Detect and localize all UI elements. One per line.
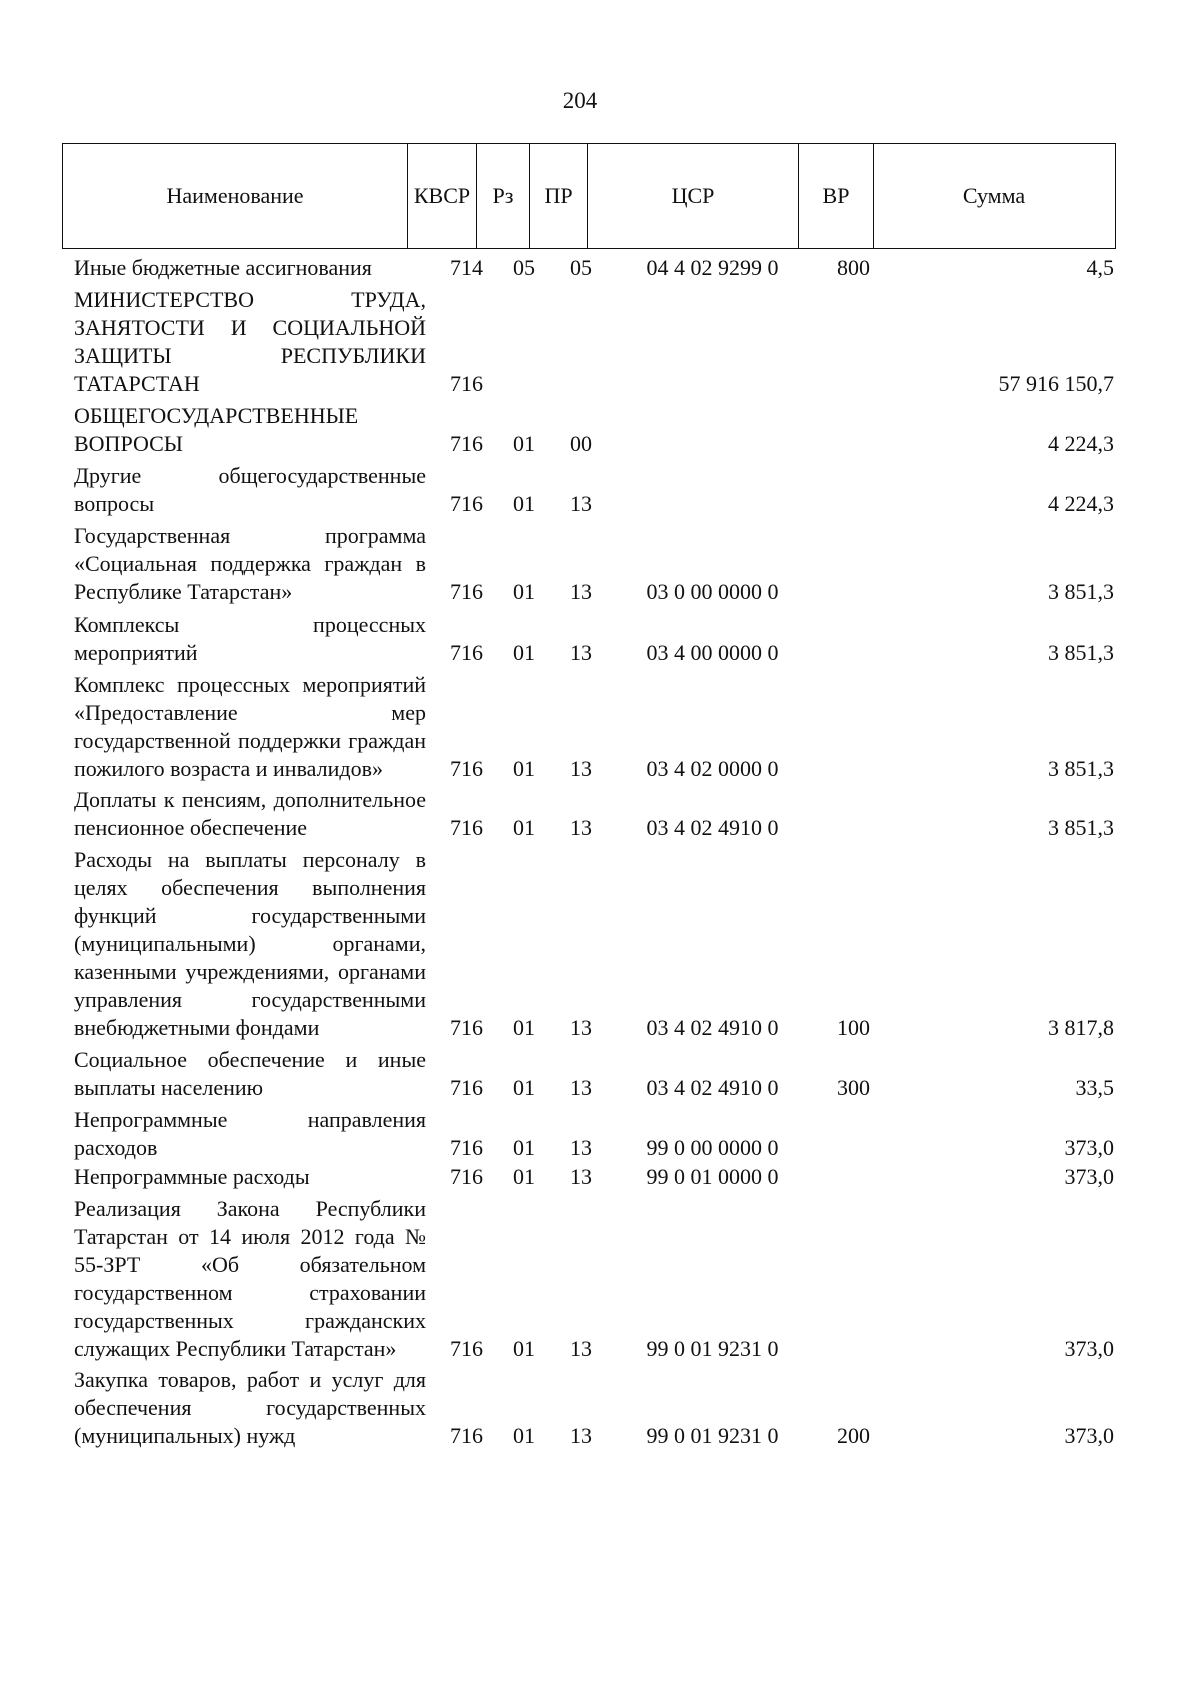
row-pr: 13 (570, 756, 592, 781)
row-name: Другие общегосударственные вопросы (74, 463, 426, 516)
table-row (74, 1046, 1114, 1102)
row-name: МИНИСТЕРСТВО ТРУДА, ЗАНЯТОСТИ И СОЦИАЛЬНОЙ ЗАЩИТЫ РЕСПУБЛИКИ ТАТАРСТАН (74, 287, 426, 396)
header-sum: Сумма (962, 183, 1026, 208)
row-rz: 01 (513, 579, 535, 604)
row-csr: 03 4 02 4910 0 (646, 815, 779, 840)
row-vr: 800 (837, 255, 870, 280)
row-name: Реализация Закона Республики Татарстан от 14 июля 2012 года № 55-ЗРТ «Об обязательном государственном страховании государственных гражданских служащих Республики Татарстан» (74, 1196, 426, 1361)
page-number: 204 (562, 88, 598, 113)
header-rz: Рз (477, 144, 530, 248)
row-kvsr: 716 (450, 756, 483, 781)
table-row (74, 1106, 1114, 1162)
row-pr: 13 (570, 1015, 592, 1040)
row-sum: 3 851,3 (1048, 815, 1114, 840)
row-pr: 00 (570, 431, 592, 456)
row-rz: 05 (513, 255, 535, 280)
row-kvsr: 716 (450, 371, 483, 396)
table-row (74, 846, 1114, 1042)
table-row (74, 1163, 1114, 1191)
row-pr: 13 (570, 491, 592, 516)
row-sum: 33,5 (1075, 1075, 1114, 1100)
table-row (74, 254, 1114, 282)
row-pr: 13 (570, 640, 592, 665)
row-sum: 4 224,3 (1048, 491, 1114, 516)
row-sum: 57 916 150,7 (998, 371, 1114, 396)
row-pr: 13 (570, 1336, 592, 1361)
row-kvsr: 714 (450, 255, 483, 280)
row-rz: 01 (513, 491, 535, 516)
row-sum: 4 224,3 (1048, 431, 1114, 456)
row-sum: 373,0 (1064, 1336, 1114, 1361)
row-name: Доплаты к пенсиям, дополнительное пенсионное обеспечение (74, 787, 426, 840)
row-csr: 03 4 02 4910 0 (646, 1075, 779, 1100)
row-name: Закупка товаров, работ и услуг для обеспечения государственных (муниципальных) нужд (74, 1367, 426, 1448)
row-sum: 373,0 (1064, 1135, 1114, 1160)
table-row (74, 286, 1114, 398)
row-kvsr: 716 (450, 579, 483, 604)
row-kvsr: 716 (450, 1164, 483, 1189)
table-row (74, 786, 1114, 842)
row-sum: 373,0 (1064, 1423, 1114, 1448)
header-vr: ВР (799, 144, 874, 248)
table-body (74, 254, 1114, 1450)
row-sum: 373,0 (1064, 1164, 1114, 1189)
row-rz: 01 (513, 815, 535, 840)
table-row (74, 522, 1114, 606)
row-sum: 3 851,3 (1048, 756, 1114, 781)
row-name: Непрограммные направления расходов (74, 1107, 426, 1160)
table-row (74, 1195, 1114, 1363)
table-header (62, 143, 1116, 249)
row-kvsr: 716 (450, 431, 483, 456)
row-kvsr: 716 (450, 1075, 483, 1100)
row-vr: 200 (837, 1423, 870, 1448)
row-csr: 99 0 01 9231 0 (646, 1336, 779, 1361)
row-name: ОБЩЕГОСУДАРСТВЕННЫЕ ВОПРОСЫ (74, 403, 359, 456)
row-kvsr: 716 (450, 1015, 483, 1040)
row-sum: 4,5 (1086, 255, 1114, 280)
row-rz: 01 (513, 1336, 535, 1361)
row-pr: 13 (570, 1075, 592, 1100)
row-csr: 03 4 02 0000 0 (646, 756, 779, 781)
row-csr: 03 0 00 0000 0 (646, 579, 779, 604)
row-sum: 3 817,8 (1048, 1015, 1114, 1040)
header-pr: ПР (530, 144, 588, 248)
row-name: Иные бюджетные ассигнования (74, 255, 372, 280)
row-kvsr: 716 (450, 640, 483, 665)
row-name: Комплексы процессных мероприятий (74, 612, 426, 665)
row-rz: 01 (513, 756, 535, 781)
header-name: Наименование (63, 144, 408, 248)
row-vr: 100 (837, 1015, 870, 1040)
row-kvsr: 716 (450, 1336, 483, 1361)
row-rz: 01 (513, 1135, 535, 1160)
row-csr: 99 0 00 0000 0 (646, 1135, 779, 1160)
row-sum: 3 851,3 (1048, 579, 1114, 604)
row-rz: 01 (513, 1164, 535, 1189)
row-name: Непрограммные расходы (74, 1164, 310, 1189)
table-row (74, 671, 1114, 783)
table-row (74, 402, 1114, 458)
row-csr: 03 4 00 0000 0 (646, 640, 779, 665)
row-rz: 01 (513, 1075, 535, 1100)
row-csr: 03 4 02 4910 0 (646, 1015, 779, 1040)
table-row (74, 462, 1114, 518)
row-sum: 3 851,3 (1048, 640, 1114, 665)
row-name: Социальное обеспечение и иные выплаты населению (74, 1047, 426, 1100)
row-kvsr: 716 (450, 1135, 483, 1160)
row-csr: 99 0 01 9231 0 (646, 1423, 779, 1448)
header-csr: ЦСР (588, 144, 799, 248)
row-rz: 01 (513, 640, 535, 665)
row-kvsr: 716 (450, 1423, 483, 1448)
row-vr: 300 (837, 1075, 870, 1100)
row-csr: 99 0 01 0000 0 (646, 1164, 779, 1189)
row-pr: 05 (570, 255, 592, 280)
row-name: Комплекс процессных мероприятий «Предоставление мер государственной поддержки граждан пожилого возраста и инвалидов» (74, 672, 426, 781)
row-pr: 13 (570, 815, 592, 840)
row-name: Расходы на выплаты персоналу в целях обеспечения выполнения функций государственными (муниципальными) органами, казенными учреждениями, органами управления государственными внебюджетными фондами (74, 847, 426, 1040)
header-kvsr: КВСР (408, 144, 477, 248)
row-kvsr: 716 (450, 815, 483, 840)
row-pr: 13 (570, 1164, 592, 1189)
row-rz: 01 (513, 1423, 535, 1448)
row-pr: 13 (570, 1135, 592, 1160)
row-csr: 04 4 02 9299 0 (646, 255, 779, 280)
row-rz: 01 (513, 431, 535, 456)
row-name: Государственная программа «Социальная поддержка граждан в Республике Татарстан» (74, 523, 426, 604)
table-row (74, 611, 1114, 667)
row-rz: 01 (513, 1015, 535, 1040)
table-row (74, 1366, 1114, 1450)
row-pr: 13 (570, 579, 592, 604)
row-kvsr: 716 (450, 491, 483, 516)
row-pr: 13 (570, 1423, 592, 1448)
